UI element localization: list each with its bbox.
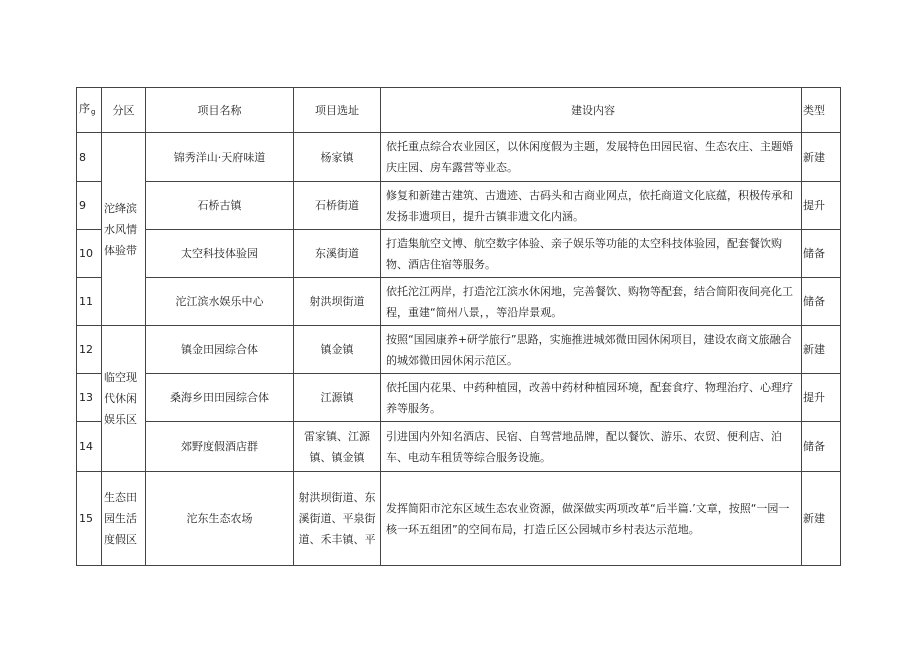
cell-no: 15 bbox=[77, 472, 102, 566]
cell-name: 桑海乡田田园综合体 bbox=[146, 374, 294, 422]
cell-type: 提升 bbox=[802, 182, 841, 230]
table-row bbox=[77, 472, 841, 566]
cell-name: 石桥古镇 bbox=[146, 182, 294, 230]
cell-zone bbox=[102, 472, 146, 566]
cell-type: 储备 bbox=[802, 278, 841, 326]
header-address: 项目选址 bbox=[294, 88, 381, 133]
table-row bbox=[77, 422, 841, 472]
table-row bbox=[77, 374, 841, 422]
table-row bbox=[77, 230, 841, 278]
cell-name: 沱江滨水娱乐中心 bbox=[146, 278, 294, 326]
cell-address: 东溪街道 bbox=[294, 230, 381, 278]
table-row bbox=[77, 278, 841, 326]
cell-no: 14 bbox=[77, 422, 102, 472]
cell-no: 12 bbox=[77, 326, 102, 374]
cell-type: 新建 bbox=[802, 133, 841, 182]
cell-no: 10 bbox=[77, 230, 102, 278]
cell-no: 8 bbox=[77, 133, 102, 182]
cell-type: 新建 bbox=[802, 326, 841, 374]
header-type: 类型 bbox=[802, 88, 841, 133]
cell-name: 镇金田园综合体 bbox=[146, 326, 294, 374]
zone-label: 沱绛滨水风情体验带 bbox=[104, 201, 137, 257]
cell-type: 储备 bbox=[802, 230, 841, 278]
cell-address: 镇金镇 bbox=[294, 326, 381, 374]
table-row bbox=[77, 326, 841, 374]
cell-no: 11 bbox=[77, 278, 102, 326]
cell-name: 沱东生态农场 bbox=[146, 472, 294, 566]
project-table bbox=[76, 87, 841, 566]
cell-address bbox=[294, 472, 381, 566]
cell-content: 打造集航空文博、航空数字体验、亲子娱乐等功能的太空科技体验园，配套餐饮购物、酒店住宿等服务。 bbox=[381, 230, 802, 278]
cell-name: 太空科技体验园 bbox=[146, 230, 294, 278]
cell-content: 依托沱江两岸，打造沱江滨水休闲地，完善餐饮、购物等配套，结合简阳夜间亮化工程，重建“简州八景，，等沿岸景观。 bbox=[381, 278, 802, 326]
cell-address: 雷家镇、江源镇、镇金镇 bbox=[294, 422, 381, 472]
cell-type: 新建 bbox=[802, 472, 841, 566]
cell-content: 引进国内外知名酒店、民宿、自驾营地品牌，配以餐饮、游乐、农贸、便利店、泊车、电动车租赁等综合服务设施。 bbox=[381, 422, 802, 472]
project-table-container bbox=[76, 87, 840, 566]
table-header-row bbox=[77, 88, 841, 133]
cell-address: 射洪坝街道 bbox=[294, 278, 381, 326]
zone-label: 临空现代休闲娱乐区 bbox=[104, 371, 137, 426]
cell-type: 提升 bbox=[802, 374, 841, 422]
cell-content: 修复和新建古建筑、古遗迹、古码头和古商业网点，依托商道文化底蕴，积极传承和发扬非遗项目，提升古镇非遗文化内涵。 bbox=[381, 182, 802, 230]
header-name: 项目名称 bbox=[146, 88, 294, 133]
cell-address: 杨家镇 bbox=[294, 133, 381, 182]
cell-zone bbox=[102, 133, 146, 326]
cell-content: 依托重点综合农业园区，以休闲度假为主题，发展特色田园民宿、生态农庄、主题婚庆庄园、房车露营等业态。 bbox=[381, 133, 802, 182]
cell-content: 依托国内花果、中药种植园，改善中药材种植园环境，配套食疗、物理治疗、心理疗养等服务。 bbox=[381, 374, 802, 422]
cell-name: 锦秀洋山·天府味道 bbox=[146, 133, 294, 182]
cell-zone bbox=[102, 326, 146, 472]
table-row bbox=[77, 182, 841, 230]
cell-address: 石桥街道 bbox=[294, 182, 381, 230]
header-zone: 分区 bbox=[102, 88, 146, 133]
table-row bbox=[77, 133, 841, 182]
cell-content: 发挥简阳市沱东区域生态农业资源，做深做实两项改革“后半篇.’文章，按照“一园一核一环五组团”的空间布局，打造丘区公园城市乡村表达示范地。 bbox=[381, 472, 802, 566]
header-no-sub: g bbox=[91, 107, 96, 116]
cell-name: 郊野度假酒店群 bbox=[146, 422, 294, 472]
header-no bbox=[77, 88, 102, 133]
header-no-label: 序 bbox=[79, 101, 90, 115]
cell-type: 储备 bbox=[802, 422, 841, 472]
cell-no: 9 bbox=[77, 182, 102, 230]
zone-label: 生态田园生活度假区 bbox=[104, 491, 137, 546]
address-text: 射洪坝街道、东溪街道、平泉街道、禾丰镇、平 bbox=[298, 491, 376, 546]
header-content: 建设内容 bbox=[381, 88, 802, 133]
cell-no: 13 bbox=[77, 374, 102, 422]
cell-content: 按照“国园康养+研学旅行”思路，实施推进城郊微田园休闲项目，建设农商文旅融合的城郊微田园休闲示范区。 bbox=[381, 326, 802, 374]
cell-address: 江源镇 bbox=[294, 374, 381, 422]
